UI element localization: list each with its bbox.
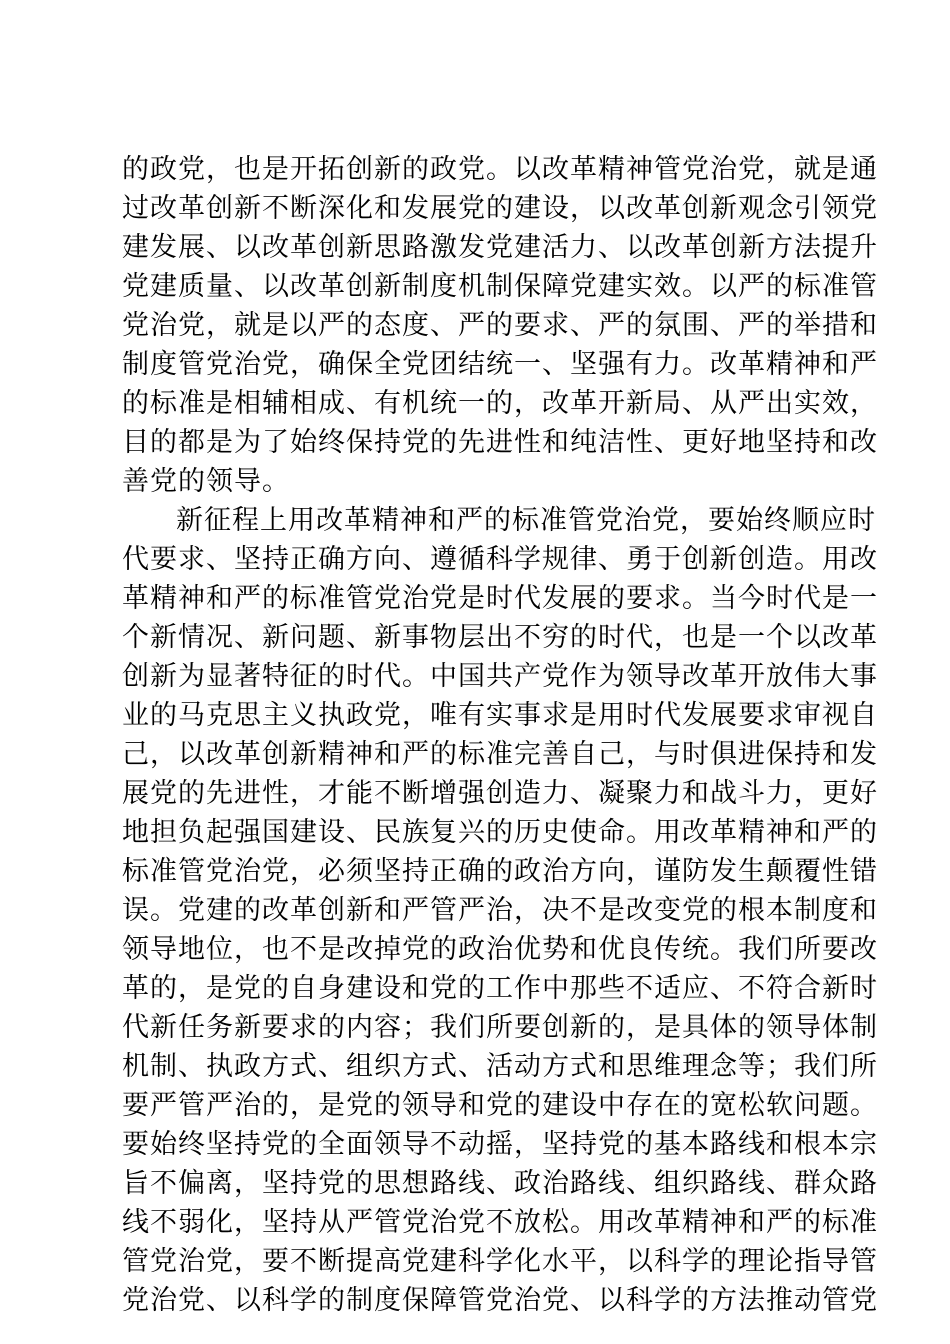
text-line: 代要求、坚持正确方向、遵循科学规律、勇于创新创造。用改 xyxy=(122,544,878,575)
text-line: 机制、执政方式、组织方式、活动方式和思维理念等；我们所 xyxy=(122,1051,878,1082)
text-line: 革的，是党的自身建设和党的工作中那些不适应、不符合新时 xyxy=(122,973,878,1004)
paragraph-1 xyxy=(122,150,878,501)
text-line: 新征程上用改革精神和严的标准管党治党，要始终顺应时 xyxy=(176,505,876,536)
text-line: 党治党、以科学的制度保障管党治党、以科学的方法推动管党 xyxy=(122,1285,878,1316)
text-line: 展党的先进性，才能不断增强创造力、凝聚力和战斗力，更好 xyxy=(122,778,878,809)
text-line: 善党的领导。 xyxy=(122,466,290,497)
text-line: 的政党，也是开拓创新的政党。以改革精神管党治党，就是通 xyxy=(122,154,878,185)
text-line: 误。党建的改革创新和严管严治，决不是改变党的根本制度和 xyxy=(122,895,878,926)
text-line: 要始终坚持党的全面领导不动摇，坚持党的基本路线和根本宗 xyxy=(122,1129,878,1160)
text-line: 革精神和严的标准管党治党是时代发展的要求。当今时代是一 xyxy=(122,583,878,614)
text-line: 己，以改革创新精神和严的标准完善自己，与时俱进保持和发 xyxy=(122,739,878,770)
text-line: 过改革创新不断深化和发展党的建设，以改革创新观念引领党 xyxy=(122,193,878,224)
text-line: 要严管严治的，是党的领导和党的建设中存在的宽松软问题。 xyxy=(122,1090,878,1121)
text-line: 制度管党治党，确保全党团结统一、坚强有力。改革精神和严 xyxy=(122,349,878,380)
text-line: 管党治党，要不断提高党建科学化水平，以科学的理论指导管 xyxy=(122,1246,878,1277)
text-line: 的标准是相辅相成、有机统一的，改革开新局、从严出实效， xyxy=(122,388,878,419)
paragraph-2 xyxy=(122,501,878,1320)
text-line: 党建质量、以改革创新制度机制保障党建实效。以严的标准管 xyxy=(122,271,878,302)
text-line: 代新任务新要求的内容；我们所要创新的，是具体的领导体制 xyxy=(122,1012,878,1043)
text-line: 标准管党治党，必须坚持正确的政治方向，谨防发生颠覆性错 xyxy=(122,856,878,887)
text-line: 创新为显著特征的时代。中国共产党作为领导改革开放伟大事 xyxy=(122,661,878,692)
text-line: 个新情况、新问题、新事物层出不穷的时代，也是一个以改革 xyxy=(122,622,878,653)
text-line: 建发展、以改革创新思路激发党建活力、以改革创新方法提升 xyxy=(122,232,878,263)
text-line: 地担负起强国建设、民族复兴的历史使命。用改革精神和严的 xyxy=(122,817,878,848)
text-line: 目的都是为了始终保持党的先进性和纯洁性、更好地坚持和改 xyxy=(122,427,878,458)
text-line: 党治党，就是以严的态度、严的要求、严的氛围、严的举措和 xyxy=(122,310,878,341)
text-line: 线不弱化，坚持从严管党治党不放松。用改革精神和严的标准 xyxy=(122,1207,878,1238)
text-line: 业的马克思主义执政党，唯有实事求是用时代发展要求审视自 xyxy=(122,700,878,731)
text-line: 旨不偏离，坚持党的思想路线、政治路线、组织路线、群众路 xyxy=(122,1168,878,1199)
text-line: 领导地位，也不是改掉党的政治优势和优良传统。我们所要改 xyxy=(122,934,878,965)
body-text xyxy=(122,150,878,1320)
